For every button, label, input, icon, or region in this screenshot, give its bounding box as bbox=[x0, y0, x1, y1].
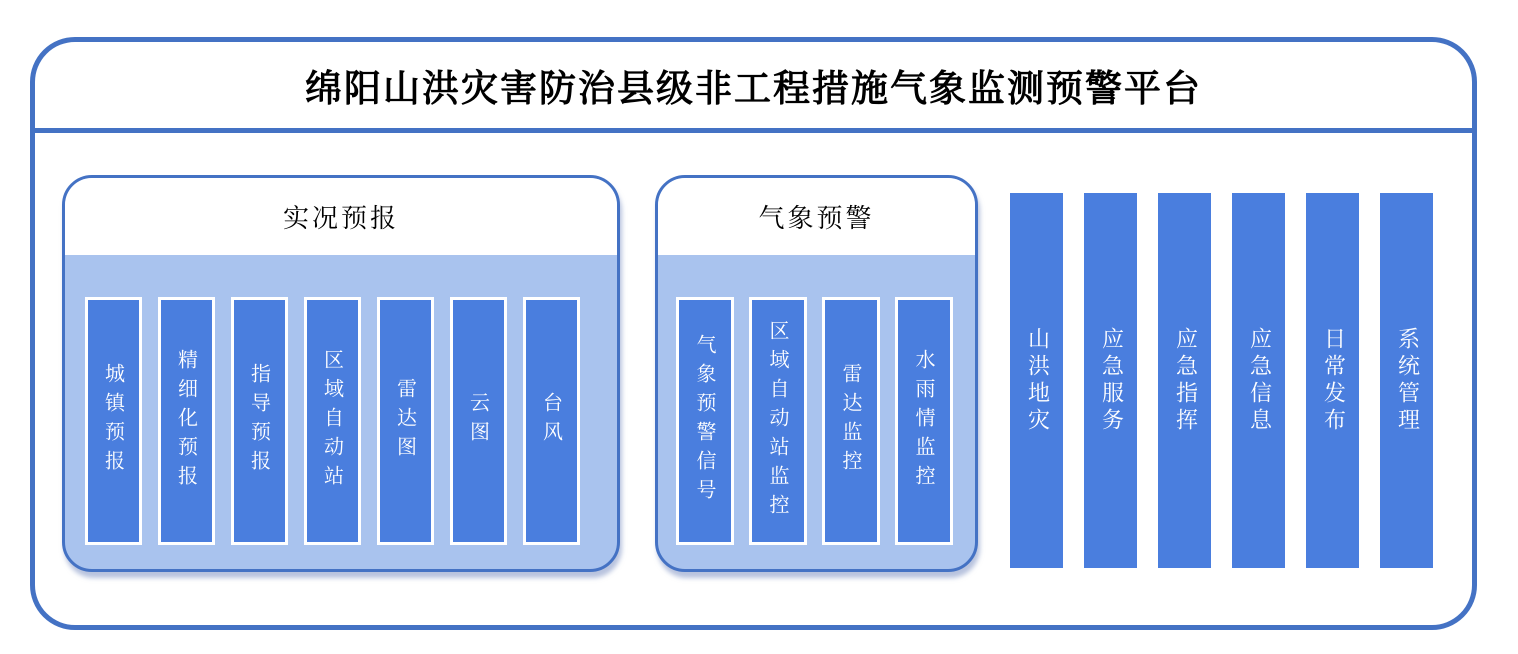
platform-header bbox=[35, 42, 1472, 133]
module-emergency-service bbox=[1084, 193, 1137, 568]
panel-live-forecast-header bbox=[65, 178, 617, 255]
block-refined-forecast bbox=[158, 297, 215, 545]
block-cloud-image-label: 云图 bbox=[466, 392, 491, 450]
module-daily-release-label: 日常发布 bbox=[1320, 326, 1346, 435]
panel-weather-warning bbox=[655, 175, 978, 572]
module-daily-release bbox=[1306, 193, 1359, 568]
block-auto-station-monitor bbox=[749, 297, 807, 545]
block-guidance-forecast-label: 指导预报 bbox=[247, 363, 272, 479]
module-mountain-flood-geo-disaster bbox=[1010, 193, 1063, 568]
panel-live-forecast-title: 实况预报 bbox=[282, 204, 399, 234]
panel-weather-warning-body bbox=[658, 255, 975, 569]
panel-live-forecast-body bbox=[65, 255, 617, 569]
block-typhoon bbox=[523, 297, 580, 545]
module-emergency-command-label: 应急指挥 bbox=[1172, 326, 1198, 435]
block-radar-chart-label: 雷达图 bbox=[393, 377, 418, 465]
block-regional-auto-station bbox=[304, 297, 361, 545]
panel-weather-warning-title: 气象预警 bbox=[758, 204, 875, 234]
module-mountain-flood-geo-disaster-label: 山洪地灾 bbox=[1024, 326, 1050, 435]
module-emergency-info-label: 应急信息 bbox=[1246, 326, 1272, 435]
block-refined-forecast-label: 精细化预报 bbox=[174, 348, 199, 494]
block-regional-auto-station-label: 区域自动站 bbox=[320, 348, 345, 494]
module-system-management-label: 系统管理 bbox=[1394, 326, 1420, 435]
module-emergency-command bbox=[1158, 193, 1211, 568]
block-warning-signal bbox=[676, 297, 734, 545]
module-emergency-info bbox=[1232, 193, 1285, 568]
block-guidance-forecast bbox=[231, 297, 288, 545]
block-radar-monitor bbox=[822, 297, 880, 545]
block-town-forecast bbox=[85, 297, 142, 545]
block-typhoon-label: 台风 bbox=[539, 392, 564, 450]
block-cloud-image bbox=[450, 297, 507, 545]
platform-frame bbox=[30, 37, 1477, 630]
block-radar-chart bbox=[377, 297, 434, 545]
module-emergency-service-label: 应急服务 bbox=[1098, 326, 1124, 435]
platform-title: 绵阳山洪灾害防治县级非工程措施气象监测预警平台 bbox=[305, 67, 1202, 110]
block-auto-station-monitor-label: 区域自动站监控 bbox=[766, 319, 790, 523]
panel-weather-warning-header bbox=[658, 178, 975, 255]
block-water-rain-monitor-label: 水雨情监控 bbox=[912, 348, 936, 494]
module-system-management bbox=[1380, 193, 1433, 568]
block-water-rain-monitor bbox=[895, 297, 953, 545]
block-town-forecast-label: 城镇预报 bbox=[101, 363, 126, 479]
block-warning-signal-label: 气象预警信号 bbox=[693, 334, 717, 508]
block-radar-monitor-label: 雷达监控 bbox=[839, 363, 863, 479]
panel-live-forecast bbox=[62, 175, 620, 572]
